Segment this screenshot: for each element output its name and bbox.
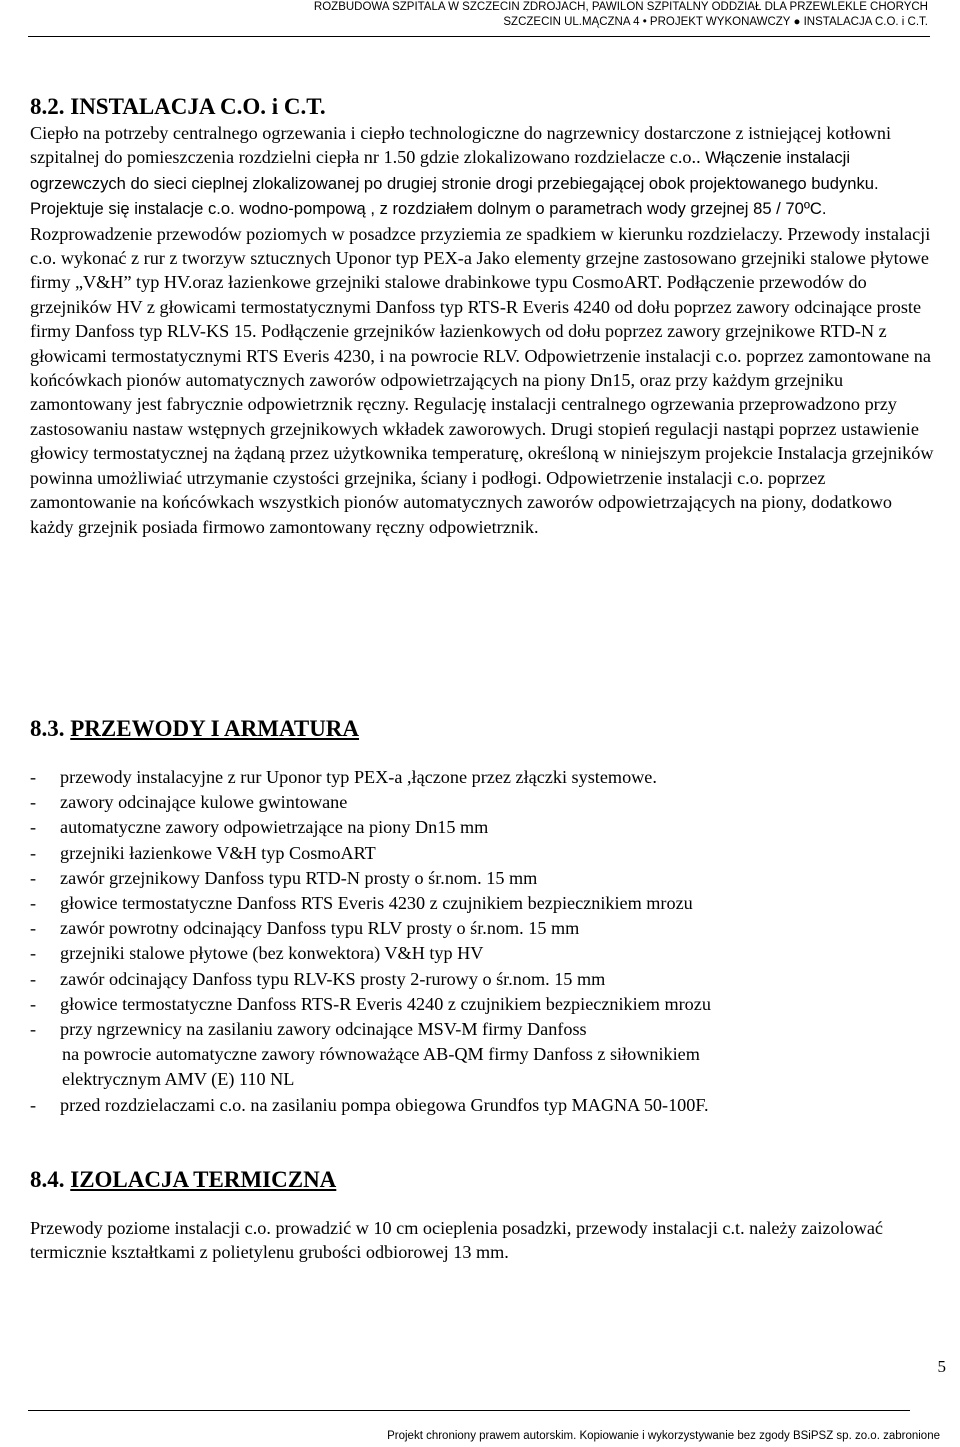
installation-text-part4: wykonać z rur z tworzyw sztucznych Uponor typ PEX-a Jako elementy grzejne zastosowano grzejniki stalowe płytowe firmy „V&H” typ HV.oraz łazienkowe grzejniki stalowe drabinkowe typu CosmoART. Podłączenie przewodów do grzejników HV z głowicami termostatycznymi Danfoss typ RTS-R Everis 4240 od dołu poprzez zawory odcinające proste firmy Danfoss typ RLV-KS 15. Podłączenie grzejników łazienkowych od dołu poprzez zawory grzejnikowe RTD-N z głowicami termostatycznymi RTS Everis 4230, i na powrocie RLV. Odpowietrzenie instalacji c.o. poprzez zamontowane na końcówkach pionów automatycznych zaworów odpowietrzających na piony Dn15, oraz przy każdym grzejniku zamontowany jest fabrycznie odpowietrznik ręczny. Regulację instalacji centralnego ogrzewania przeprowadzono przy zastosowaniu nastaw wstępnych grzejnikowych wkładek zaworowych. Drugi stopień regulacji nastąpi poprzez ustawienie głowicy termostatycznej na żądaną przez użytkownika temperaturę, określoną w niniejszym projekcie Instalacja grzejników powinna umożliwiać utrzymanie czystości grzejnika, ściany i podłogi. Odpowietrzenie instalacji c.o. poprzez zamontowanie na końcówkach wszystkich pionów automatycznych zaworów odpowietrzających na piony, dodatkowo każdy grzejnik posiada firmowo zamontowany ręczny odpowietrznik. bbox=[30, 248, 934, 537]
installation-text-part2: Włączenie instalacji ogrzewczych do sieci cieplnej zlokalizowanej po drugiej stronie drogi przebiegającej obok projektowanego budynku. Projektuje się instalacje c.o. wodno-pompową , z rozdziałem dolnym o parametrach wody grzejnej 85 / 70ºC. bbox=[30, 148, 879, 219]
list-item: - automatyczne zawory odpowietrzające na piony Dn15 mm bbox=[30, 817, 489, 838]
section-heading-thermal-insulation bbox=[30, 1166, 336, 1194]
section-number: 8.4. bbox=[30, 1167, 65, 1192]
list-item-continuation: na powrocie automatyczne zawory równoważące AB-QM firmy Danfoss z siłownikiem bbox=[62, 1044, 700, 1065]
page-footer: Projekt chroniony prawem autorskim. Kopiowanie i wykorzystywanie bez zgody BSiPSZ sp. zo.o. zabronione bbox=[387, 1430, 940, 1442]
list-item: - głowice termostatyczne Danfoss RTS-R Everis 4240 z czujnikiem bezpiecznikiem mrozu bbox=[30, 993, 711, 1014]
section-number: 8.3. bbox=[30, 716, 65, 741]
list-item: - zawór grzejnikowy Danfoss typu RTD-N prosty o śr.nom. 15 mm bbox=[30, 867, 538, 888]
page-number: 5 bbox=[937, 1357, 946, 1376]
footer-divider bbox=[28, 1410, 910, 1411]
fittings-list bbox=[30, 765, 935, 1118]
section-title: PRZEWODY I ARMATURA bbox=[70, 716, 360, 741]
section-heading-pipes-fittings bbox=[30, 715, 359, 743]
list-item: - zawory odcinające kulowe gwintowane bbox=[30, 792, 348, 813]
installation-paragraph bbox=[30, 121, 935, 539]
insulation-paragraph: Przewody poziome instalacji c.o. prowadzić w 10 cm ocieplenia posadzki, przewody instalacji c.t. należy zaizolować termicznie kształtkami z polietylenu grubości odbiorowej 13 mm. bbox=[30, 1218, 883, 1263]
section-heading-installation: 8.2. INSTALACJA C.O. i C.T. bbox=[30, 94, 326, 119]
list-item: - przed rozdzielaczami c.o. na zasilaniu pompa obiegowa Grundfos typ MAGNA 50-100F. bbox=[30, 1094, 709, 1115]
header-project-title: ROZBUDOWA SZPITALA W SZCZECIN ZDROJACH, PAWILON SZPITALNY ODDZIAŁ DLA PRZEWLEKLE CHORYCH bbox=[313, 1, 928, 13]
list-item-continuation: elektrycznym AMV (E) 110 NL bbox=[62, 1069, 295, 1090]
list-item: - przewody instalacyjne z rur Uponor typ PEX-a ,łączone przez złączki systemowe. bbox=[30, 767, 657, 787]
header-project-subtitle: SZCZECIN UL.MĄCZNA 4 • PROJEKT WYKONAWCZY ● INSTALACJA C.O. i C.T. bbox=[503, 16, 928, 28]
list-item: - głowice termostatyczne Danfoss RTS Everis 4230 z czujnikiem bezpiecznikiem mrozu bbox=[30, 893, 693, 914]
header-divider bbox=[28, 36, 930, 37]
list-item: - grzejniki stalowe płytowe (bez konwektora) V&H typ HV bbox=[30, 943, 484, 964]
list-item: - zawór odcinający Danfoss typu RLV-KS prosty 2-rurowy o śr.nom. 15 mm bbox=[30, 968, 606, 989]
installation-text-part1: Ciepło na potrzeby centralnego ogrzewania i ciepło technologiczne do nagrzewnicy dostarczone z istniejącej kotłowni szpitalnej do pomieszczenia rozdzielni ciepła nr 1.50 gdzie zlokalizowano rozdzielacze c.o.. bbox=[30, 123, 892, 168]
section-title: IZOLACJA TERMICZNA bbox=[70, 1167, 337, 1192]
page-header bbox=[0, 0, 960, 30]
document-body bbox=[30, 93, 935, 1263]
list-item: - przy ngrzewnicy na zasilaniu zawory odcinające MSV-M firmy Danfoss bbox=[30, 1019, 587, 1040]
installation-text-part3: Rozprowadzenie przewodów poziomych w posadzce przyziemia ze spadkiem w kierunku rozdzielaczy. Przewody instalacji c.o. bbox=[30, 223, 931, 269]
list-item: - zawór powrotny odcinający Danfoss typu RLV prosty o śr.nom. 15 mm bbox=[30, 918, 580, 939]
list-item: - grzejniki łazienkowe V&H typ CosmoART bbox=[30, 842, 376, 863]
